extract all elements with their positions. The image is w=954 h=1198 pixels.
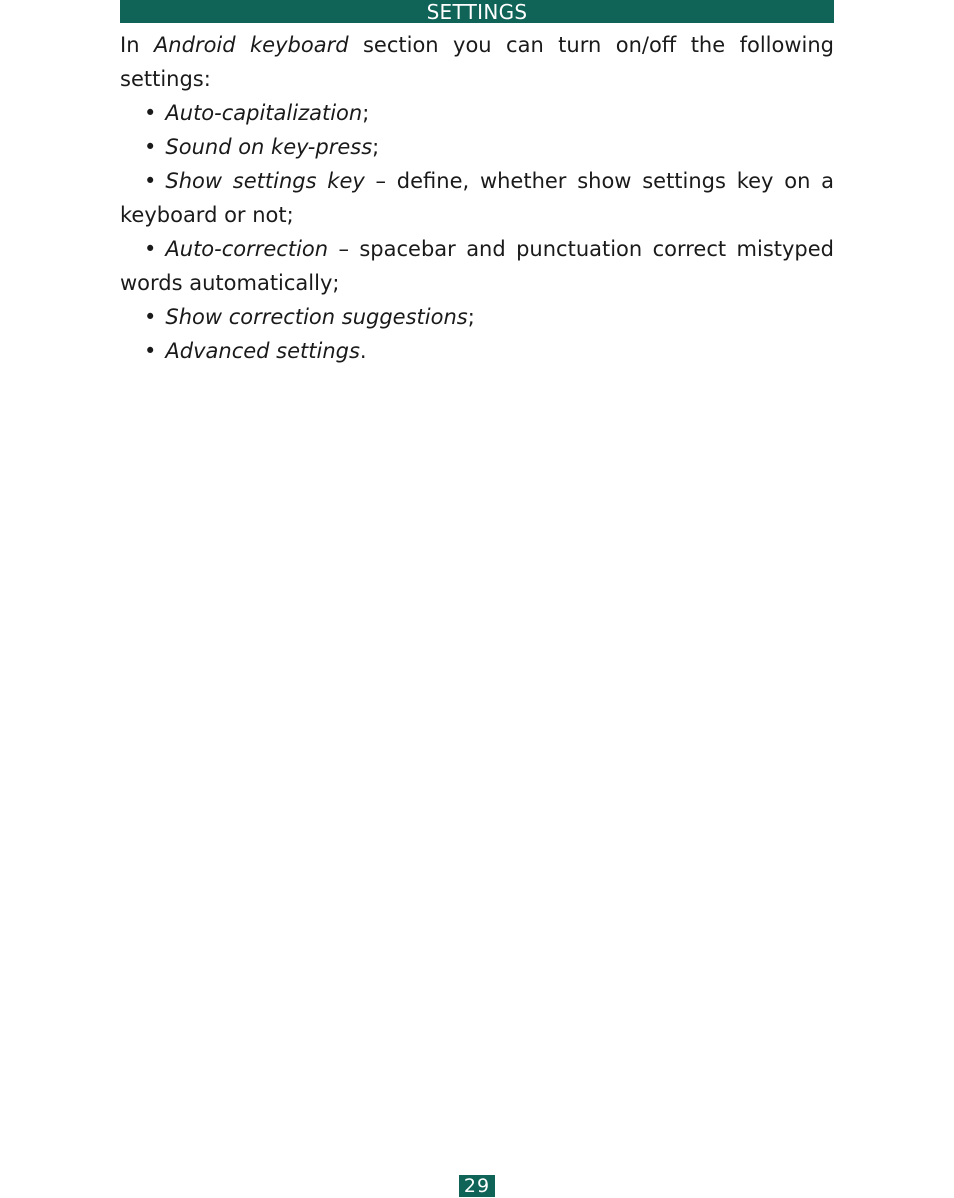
item-desc: ; [362,101,370,125]
item-desc: ; [467,305,475,329]
bullet-icon: • [144,339,157,363]
item-desc: – spacebar and punctuation correct mistyped words automatically; [120,237,834,295]
document-body [120,28,834,368]
item-term: Show correction suggestions [165,305,468,329]
bullet-icon: • [144,135,157,159]
settings-list [120,96,834,368]
page-number: 29 [459,1175,495,1197]
bullet-icon: • [144,169,157,193]
item-term: Advanced settings [165,339,360,363]
intro-after: section you can turn on/off the following settings: [120,33,834,91]
intro-before: In [120,33,154,57]
intro-term: Android keyboard [153,33,349,57]
bullet-icon: • [144,305,157,329]
list-item [120,130,834,164]
section-header [120,0,834,23]
section-title: SETTINGS [426,0,528,24]
list-item [120,164,834,232]
list-item [120,232,834,300]
item-term: Auto-capitalization [165,101,363,125]
item-desc: – define, whether show settings key on a keyboard or not; [120,169,834,227]
intro-paragraph [120,28,834,96]
item-term: Auto-correction [165,237,329,261]
bullet-icon: • [144,101,157,125]
item-term: Sound on key-press [165,135,373,159]
list-item [120,334,834,368]
item-desc: . [359,339,367,363]
item-term: Show settings key [165,169,365,193]
list-item [120,300,834,334]
item-desc: ; [372,135,380,159]
bullet-icon: • [144,237,157,261]
list-item [120,96,834,130]
